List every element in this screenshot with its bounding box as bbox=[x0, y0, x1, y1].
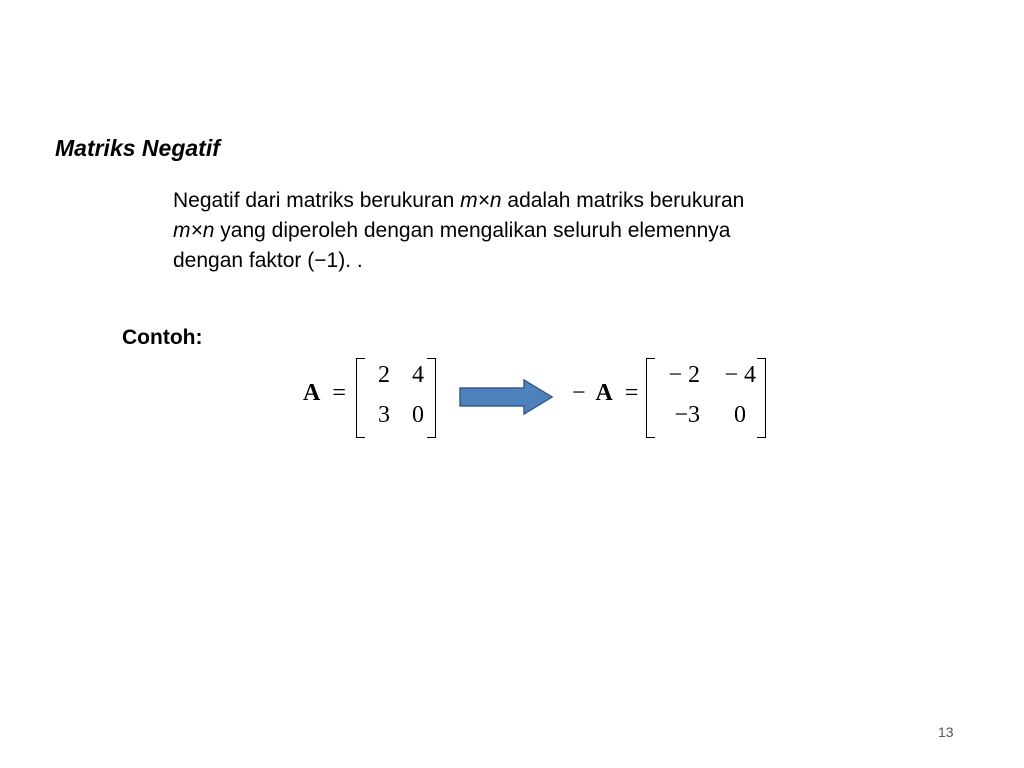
para-line2-b: yang diperoleh dengan mengalikan seluruh elemennya bbox=[214, 219, 731, 242]
right-matrix-cell: − 4 bbox=[724, 362, 756, 388]
right-matrix bbox=[646, 358, 766, 438]
right-equals: = bbox=[624, 380, 639, 406]
right-matrix-cell: −3 bbox=[674, 402, 700, 428]
left-equals: = bbox=[332, 380, 346, 406]
left-matrix-cell: 4 bbox=[412, 362, 424, 388]
para-mn-1: m×n bbox=[460, 189, 502, 212]
para-line3: dengan faktor (−1). . bbox=[173, 249, 363, 272]
right-bracket bbox=[757, 358, 766, 438]
right-var: A bbox=[595, 380, 613, 406]
right-neg: − bbox=[572, 380, 586, 406]
slide-title: Matriks Negatif bbox=[55, 135, 220, 161]
para-line1-a: Negatif dari matriks berukuran bbox=[173, 189, 461, 212]
right-equation-lhs bbox=[572, 380, 638, 407]
left-var: A bbox=[303, 380, 321, 406]
left-matrix-cell: 3 bbox=[378, 402, 390, 428]
para-line1-b: adalah matriks berukuran bbox=[501, 189, 745, 212]
left-matrix-cell: 2 bbox=[378, 362, 390, 388]
right-arrow-icon bbox=[458, 378, 554, 416]
right-bracket bbox=[427, 358, 436, 438]
arrow-shape bbox=[460, 380, 552, 414]
left-equation-lhs bbox=[303, 380, 346, 407]
right-matrix-cell: − 2 bbox=[668, 362, 700, 388]
example-label: Contoh: bbox=[122, 326, 203, 349]
right-matrix-cell: 0 bbox=[734, 402, 746, 428]
para-mn-2: m×n bbox=[173, 219, 215, 242]
left-matrix-cell: 0 bbox=[412, 402, 424, 428]
left-matrix bbox=[356, 358, 436, 438]
page-number: 13 bbox=[938, 724, 954, 740]
definition-paragraph bbox=[173, 186, 893, 276]
